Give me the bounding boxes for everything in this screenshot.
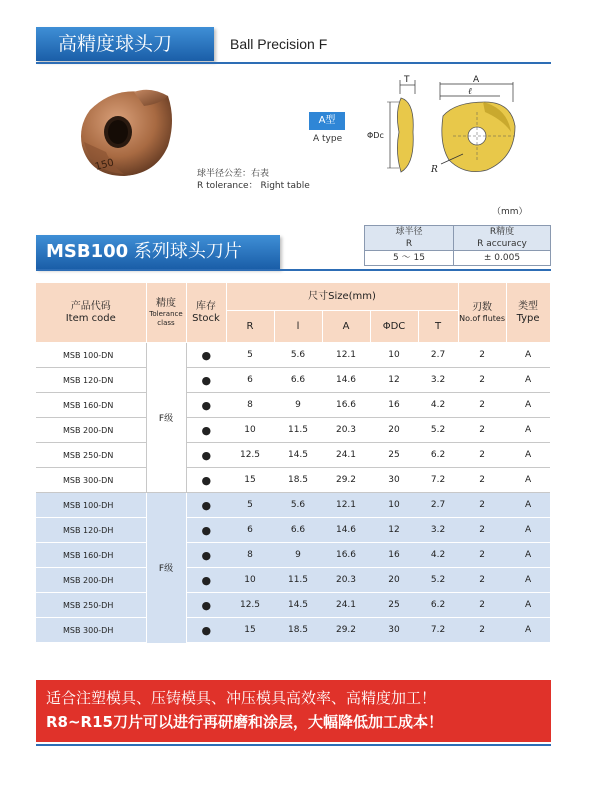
- cell-l: 5.6: [274, 343, 322, 368]
- cell-type: A: [506, 418, 550, 443]
- cell-T: 2.7: [418, 493, 458, 518]
- cell-Dc: 30: [370, 618, 418, 643]
- cell-R: 8: [226, 393, 274, 418]
- spec-radius-value: 5 ～ 15: [365, 251, 454, 266]
- insert-diagram: [365, 72, 550, 184]
- cell-code: MSB 100-DH: [36, 493, 146, 518]
- table-row: [36, 593, 550, 618]
- cell-A: 12.1: [322, 343, 370, 368]
- stock-dot: ●: [186, 468, 226, 493]
- cell-R: 15: [226, 468, 274, 493]
- cell-T: 3.2: [418, 518, 458, 543]
- stock-dot: ●: [186, 543, 226, 568]
- table-row: [36, 568, 550, 593]
- table-row: [36, 493, 550, 518]
- cell-R: 6: [226, 518, 274, 543]
- cell-Dc: 20: [370, 568, 418, 593]
- cell-R: 12.5: [226, 443, 274, 468]
- cell-l: 5.6: [274, 493, 322, 518]
- unit-label: （mm）: [492, 207, 528, 217]
- cell-flutes: 2: [458, 493, 506, 518]
- section-title-cn: 系列球头刀片: [128, 241, 242, 262]
- cell-A: 29.2: [322, 618, 370, 643]
- dim-R: R: [431, 165, 438, 175]
- header-item-code: 产品代码 Item code: [36, 283, 146, 343]
- tolerance-cn: 球半径公差：右表: [197, 169, 270, 179]
- cell-Dc: 12: [370, 368, 418, 393]
- cell-A: 12.1: [322, 493, 370, 518]
- cell-type: A: [506, 343, 550, 368]
- r-accuracy-table: [364, 225, 551, 266]
- header-T: T: [418, 311, 458, 343]
- cell-Dc: 16: [370, 543, 418, 568]
- stock-dot: ●: [186, 443, 226, 468]
- cell-l: 11.5: [274, 418, 322, 443]
- stock-dot: ●: [186, 343, 226, 368]
- section-banner: [36, 235, 280, 269]
- cell-l: 18.5: [274, 468, 322, 493]
- cell-Dc: 12: [370, 518, 418, 543]
- cell-code: MSB 120-DN: [36, 368, 146, 393]
- bottom-rule: [36, 744, 551, 746]
- cell-type: A: [506, 393, 550, 418]
- cell-R: 15: [226, 618, 274, 643]
- table-row: [36, 443, 550, 468]
- cell-R: 10: [226, 568, 274, 593]
- stock-dot: ●: [186, 568, 226, 593]
- cell-A: 16.6: [322, 543, 370, 568]
- cell-flutes: 2: [458, 543, 506, 568]
- stock-dot: ●: [186, 618, 226, 643]
- cell-T: 2.7: [418, 343, 458, 368]
- cell-T: 7.2: [418, 618, 458, 643]
- stock-dot: ●: [186, 493, 226, 518]
- table-row: [36, 418, 550, 443]
- dim-T: T: [404, 75, 410, 85]
- header-tolerance: 精度 Tolerance class: [146, 283, 186, 343]
- table-row: [36, 543, 550, 568]
- cell-Dc: 25: [370, 443, 418, 468]
- cell-code: MSB 160-DH: [36, 543, 146, 568]
- cell-flutes: 2: [458, 468, 506, 493]
- section-title-en: MSB100: [46, 241, 129, 262]
- cell-type: A: [506, 568, 550, 593]
- cell-R: 6: [226, 368, 274, 393]
- cell-flutes: 2: [458, 568, 506, 593]
- tolerance-note: [197, 168, 310, 192]
- promo-line-2: R8~R15刀片可以进行再研磨和涂层，大幅降低加工成本！: [46, 713, 443, 731]
- cell-type: A: [506, 543, 550, 568]
- table-row: [36, 468, 550, 493]
- header-Dc: ΦDC: [370, 311, 418, 343]
- dim-l: ℓ: [468, 87, 472, 97]
- cell-A: 24.1: [322, 593, 370, 618]
- cell-type: A: [506, 468, 550, 493]
- table-row: [36, 518, 550, 543]
- cell-Dc: 16: [370, 393, 418, 418]
- section-rule: [36, 269, 551, 271]
- promo-line-1: 适合注塑模具、压铸模具、冲压模具高效率、高精度加工！: [46, 689, 437, 707]
- cell-code: MSB 200-DN: [36, 418, 146, 443]
- cell-A: 29.2: [322, 468, 370, 493]
- cell-T: 6.2: [418, 443, 458, 468]
- table-row: [36, 618, 550, 643]
- cell-type: A: [506, 493, 550, 518]
- cell-T: 6.2: [418, 593, 458, 618]
- cell-l: 9: [274, 543, 322, 568]
- product-table: [36, 283, 551, 643]
- header-type: 类型 Type: [506, 283, 550, 343]
- cell-l: 6.6: [274, 368, 322, 393]
- cell-type: A: [506, 593, 550, 618]
- cell-R: 10: [226, 418, 274, 443]
- header-R: R: [226, 311, 274, 343]
- table-row: [36, 393, 550, 418]
- side-view: [367, 75, 415, 172]
- cell-code: MSB 300-DN: [36, 468, 146, 493]
- spec-accuracy-value: ± 0.005: [454, 251, 551, 266]
- cell-code: MSB 120-DH: [36, 518, 146, 543]
- cell-type: A: [506, 443, 550, 468]
- cell-T: 4.2: [418, 393, 458, 418]
- title-banner: [36, 27, 214, 61]
- tolerance-en: R tolerance： Right table: [197, 181, 310, 191]
- cell-code: MSB 250-DH: [36, 593, 146, 618]
- cell-type: A: [506, 368, 550, 393]
- header-A: A: [322, 311, 370, 343]
- svg-text:150: 150: [93, 157, 116, 173]
- cell-flutes: 2: [458, 518, 506, 543]
- cell-code: MSB 160-DN: [36, 393, 146, 418]
- cell-R: 8: [226, 543, 274, 568]
- cell-flutes: 2: [458, 443, 506, 468]
- cell-l: 14.5: [274, 443, 322, 468]
- cell-flutes: 2: [458, 418, 506, 443]
- cell-type: A: [506, 618, 550, 643]
- cell-l: 14.5: [274, 593, 322, 618]
- cell-T: 5.2: [418, 568, 458, 593]
- cell-flutes: 2: [458, 618, 506, 643]
- a-type-label: A type: [313, 134, 343, 144]
- cell-flutes: 2: [458, 368, 506, 393]
- ball-insert-photo: [72, 80, 182, 180]
- cell-A: 14.6: [322, 518, 370, 543]
- spec-header-radius: 球半径 R: [365, 226, 454, 251]
- cell-A: 16.6: [322, 393, 370, 418]
- cell-l: 9: [274, 393, 322, 418]
- title-en: Ball Precision F: [230, 36, 328, 52]
- table-row: [36, 343, 550, 368]
- cell-code: MSB 200-DH: [36, 568, 146, 593]
- spec-header-accuracy: R精度 R accuracy: [454, 226, 551, 251]
- cell-flutes: 2: [458, 343, 506, 368]
- cell-code: MSB 300-DH: [36, 618, 146, 643]
- cell-type: A: [506, 518, 550, 543]
- header-flutes: 刃数 No.of flutes: [458, 283, 506, 343]
- a-type-badge: A型: [309, 112, 345, 130]
- cell-R: 12.5: [226, 593, 274, 618]
- cell-Dc: 20: [370, 418, 418, 443]
- stock-dot: ●: [186, 393, 226, 418]
- header-l: l: [274, 311, 322, 343]
- title-cn: 高精度球头刀: [58, 33, 173, 55]
- stock-dot: ●: [186, 418, 226, 443]
- cell-A: 24.1: [322, 443, 370, 468]
- cell-code: MSB 250-DN: [36, 443, 146, 468]
- header-size: 尺寸Size(mm): [226, 283, 458, 311]
- cell-l: 18.5: [274, 618, 322, 643]
- cell-Dc: 10: [370, 493, 418, 518]
- front-view: [430, 75, 515, 175]
- cell-flutes: 2: [458, 593, 506, 618]
- cell-R: 5: [226, 343, 274, 368]
- table-row: [36, 368, 550, 393]
- cell-T: 3.2: [418, 368, 458, 393]
- cell-flutes: 2: [458, 393, 506, 418]
- stock-dot: ●: [186, 368, 226, 393]
- cell-Dc: 30: [370, 468, 418, 493]
- cell-T: 4.2: [418, 543, 458, 568]
- grade-cell-dh: F级: [146, 493, 186, 643]
- promo-banner: [36, 680, 551, 742]
- header-stock: 库存 Stock: [186, 283, 226, 343]
- cell-l: 6.6: [274, 518, 322, 543]
- cell-l: 11.5: [274, 568, 322, 593]
- cell-A: 20.3: [322, 568, 370, 593]
- dim-A: A: [473, 75, 480, 85]
- cell-T: 7.2: [418, 468, 458, 493]
- stock-dot: ●: [186, 593, 226, 618]
- cell-code: MSB 100-DN: [36, 343, 146, 368]
- cell-R: 5: [226, 493, 274, 518]
- cell-Dc: 10: [370, 343, 418, 368]
- stock-dot: ●: [186, 518, 226, 543]
- title-rule: [36, 62, 551, 64]
- cell-Dc: 25: [370, 593, 418, 618]
- cell-A: 20.3: [322, 418, 370, 443]
- grade-cell-dn: F级: [146, 343, 186, 493]
- cell-A: 14.6: [322, 368, 370, 393]
- cell-T: 5.2: [418, 418, 458, 443]
- dim-Dc: ΦDc: [367, 131, 384, 140]
